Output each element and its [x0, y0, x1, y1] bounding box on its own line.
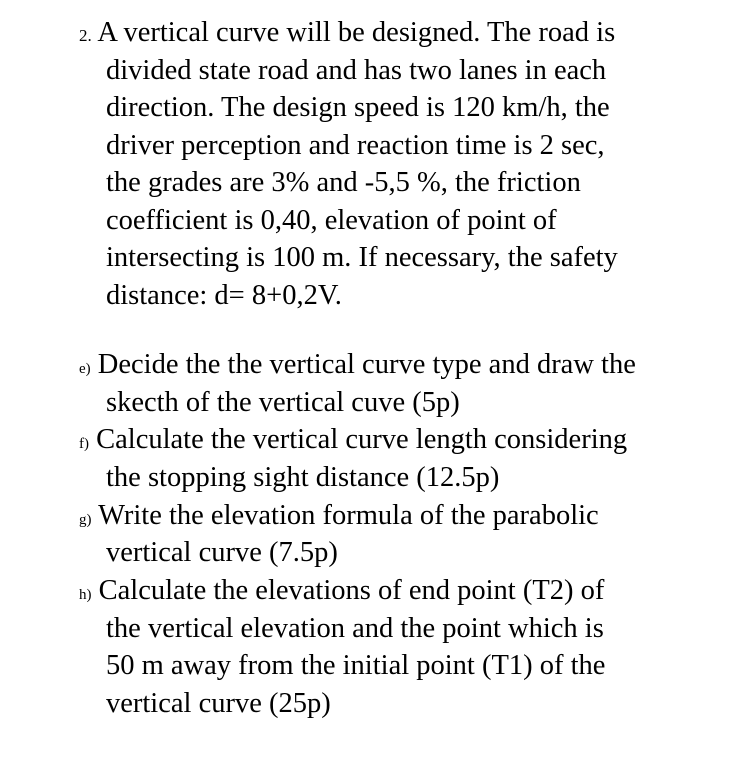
part-f-text-line: the stopping sight distance (12.5p): [106, 462, 500, 493]
question-text-line: divided state road and has two lanes in each: [106, 55, 607, 86]
part-f-marker: f): [79, 436, 89, 452]
part-h-text-line: Calculate the elevations of end point (T2) of: [98, 575, 605, 606]
part-g-text-line: vertical curve (7.5p): [106, 537, 338, 568]
part-e-text-line: Decide the the vertical curve type and draw the: [97, 349, 636, 380]
part-h-text-line: vertical curve (25p): [106, 688, 331, 719]
part-e-text-line: skecth of the vertical cuve (5p): [106, 387, 460, 418]
part-h-text-line: 50 m away from the initial point (T1) of the: [106, 650, 606, 681]
part-h-first-line: [79, 572, 604, 615]
question-text-line: coefficient is 0,40, elevation of point of: [106, 205, 557, 236]
question-text-line: A vertical curve will be designed. The road is: [97, 17, 616, 48]
part-g-text-line: Write the elevation formula of the parabolic: [98, 500, 599, 531]
question-first-line: [79, 14, 615, 55]
part-e-first-line: [79, 346, 636, 389]
question-text-line: driver perception and reaction time is 2 sec,: [106, 130, 605, 161]
part-h-text-line: the vertical elevation and the point which is: [106, 613, 604, 644]
part-e-marker: e): [79, 361, 91, 377]
part-f-text-line: Calculate the vertical curve length considering: [96, 424, 628, 455]
question-text-line: intersecting is 100 m. If necessary, the safety: [106, 242, 618, 273]
part-g-marker: g): [79, 512, 92, 528]
question-text-line: direction. The design speed is 120 km/h, the: [106, 92, 610, 123]
question-text-line: the grades are 3% and -5,5 %, the friction: [106, 167, 581, 198]
question-number: 2.: [79, 26, 92, 45]
question-text-line: distance: d= 8+0,2V.: [106, 280, 342, 311]
part-h-marker: h): [79, 587, 92, 603]
part-f-first-line: [79, 421, 627, 464]
